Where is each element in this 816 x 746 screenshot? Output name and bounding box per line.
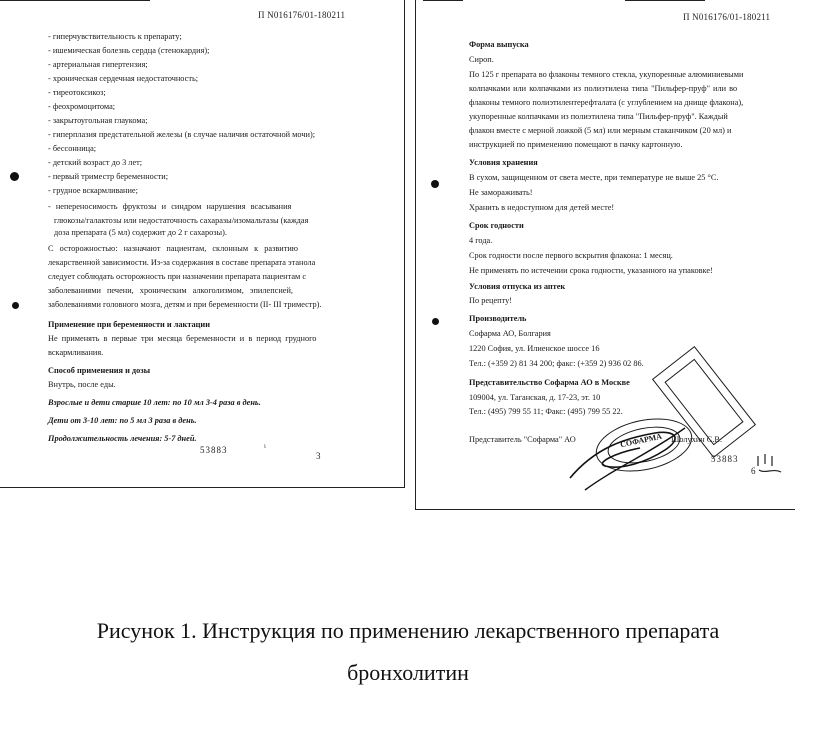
text-line: Срок годности после первого вскрытия флакона: 1 месяц. [469, 251, 673, 260]
text-line: - грудное вскармливание; [48, 186, 138, 195]
text-line: Софарма АО, Болгария [469, 329, 551, 338]
text-line: Хранить в недоступном для детей месте! [469, 203, 615, 212]
page-top-edge [0, 0, 150, 1]
text-line: С осторожностью: назначают пациентам, склонным к развитию [48, 244, 298, 253]
text-line: - феохромоцитома; [48, 102, 116, 111]
dosage-line: Продолжительность лечения: 5-7 дней. [48, 434, 197, 443]
text-line: - артериальная гипертензия; [48, 60, 148, 69]
text-line: Не замораживать! [469, 188, 533, 197]
text-line: глюкозы/галактозы или недостаточность сахаразы/изомальтазы (каждая [54, 216, 309, 225]
page-header-code: П N016176/01-180211 [683, 12, 771, 22]
page-top-edge [423, 0, 463, 1]
page-top-edge [625, 0, 705, 1]
page-bottom-edge [415, 509, 795, 510]
text-line: Внутрь, после еды. [48, 380, 116, 389]
section-heading: Условия хранения [469, 158, 538, 167]
footer-code: 53883 [200, 445, 228, 455]
text-line: флаконы темного полиэтилентерефталата (с углублением на днище флакона), [469, 98, 744, 107]
text-line: - первый триместр беременности; [48, 172, 169, 181]
binder-hole-dot [432, 318, 439, 325]
text-line: укупоренные колпачками из полиэтилена типа "Пильфер-пруф". Каждый [469, 112, 728, 121]
figure-caption-line2: бронхолитин [347, 660, 469, 685]
right-page [415, 0, 810, 510]
handwritten-mark [755, 452, 785, 476]
page-right-edge [404, 0, 405, 488]
signature [565, 408, 695, 498]
text-line: заболеваниями печени, хроническим алкоголизмом, эпилепсией, [48, 286, 293, 295]
text-line: лекарственной зависимости. Из-за содержания в составе препарата этанола [48, 258, 316, 267]
text-line: следует соблюдать осторожность при назначении препарата пациентам с [48, 272, 307, 281]
text-line: 109004, ул. Таганская, д. 17-23, эт. 10 [469, 393, 601, 402]
text-line: - непереносимость фруктозы и синдром нарушения всасывания [48, 202, 292, 211]
text-line: 4 года. [469, 236, 493, 245]
text-line: По рецепту! [469, 296, 513, 305]
text-line: По 125 г препарата во флаконы темного стекла, укупоренные алюминиевыми [469, 70, 744, 79]
binder-hole-dot [12, 302, 19, 309]
text-line: - закрытоугольная глаукома; [48, 116, 148, 125]
text-line: доза препарата (5 мл) содержит до 2 г сахарозы). [54, 228, 227, 237]
section-heading: Срок годности [469, 221, 524, 230]
text-line: - хроническая сердечная недостаточность; [48, 74, 199, 83]
text-line: Не применять в первые три месяца беременности и в период грудного [48, 334, 317, 343]
text-line: колпачками или колпачками из полиэтилена типа "Пильфер-пруф" или во [469, 84, 738, 93]
page-number: 6 [751, 466, 757, 476]
text-line: - ишемическая болезнь сердца (стенокардия); [48, 46, 210, 55]
representative-name: Шолухин С.В. [671, 435, 723, 444]
section-heading: Форма выпуска [469, 40, 529, 49]
page-bottom-edge [0, 487, 404, 488]
text-line: В сухом, защищенном от света месте, при температуре не выше 25 °С. [469, 173, 719, 182]
seal-text: СОФАРМА [619, 431, 663, 450]
text-line: Сироп. [469, 55, 494, 64]
figure-caption-line1: Рисунок 1. Инструкция по применению лекарственного препарата [96, 618, 720, 643]
text-line: Не применять по истечении срока годности, указанного на упаковке! [469, 266, 713, 275]
section-heading: Применение при беременности и лактации [48, 320, 210, 329]
section-heading: Условия отпуска из аптек [469, 282, 566, 291]
text-line: 1220 София, ул. Илиенское шоссе 16 [469, 344, 600, 353]
left-page [0, 0, 405, 488]
page-number: 3 [316, 451, 322, 461]
text-line: Тел.: (+359 2) 81 34 200; факс: (+359 2) 936 02 86. [469, 359, 644, 368]
text-line: - детский возраст до 3 лет; [48, 158, 143, 167]
speck-mark: ι [264, 442, 266, 450]
text-line: заболеваниями головного мозга, детям и при беременности (II- III триместр). [48, 300, 322, 309]
text-line: - гиперплазия предстательной железы (в случае наличия остаточной мочи); [48, 130, 316, 139]
text-line: - тиреотоксикоз; [48, 88, 106, 97]
page-header-code: П N016176/01-180211 [258, 10, 346, 20]
section-heading: Представительство Софарма АО в Москве [469, 378, 630, 387]
text-line: флакон вместе с мерной ложкой (5 мл) или мерным стаканчиком (20 мл) и [469, 126, 732, 135]
dosage-line: Взрослые и дети старше 10 лет: по 10 мл 3-4 раза в день. [48, 398, 261, 407]
page-left-edge [415, 0, 416, 510]
dosage-line: Дети от 3-10 лет: по 5 мл 3 раза в день. [48, 416, 197, 425]
text-line: - гиперчувствительность к препарату; [48, 32, 182, 41]
section-heading: Способ применения и дозы [48, 366, 151, 375]
text-line: - бессонница; [48, 144, 97, 153]
footer-code: 53883 [711, 454, 739, 464]
section-heading: Производитель [469, 314, 527, 323]
binder-hole-dot [431, 180, 439, 188]
text-line: инструкцией по применению помещают в пачку картонную. [469, 140, 683, 149]
text-line: Тел.: (495) 799 55 11; Факс: (495) 799 55 22. [469, 407, 623, 416]
text-line: вскармливания. [48, 348, 104, 357]
representative-label: Представитель "Софарма" АО [469, 435, 576, 444]
binder-hole-dot [10, 172, 19, 181]
